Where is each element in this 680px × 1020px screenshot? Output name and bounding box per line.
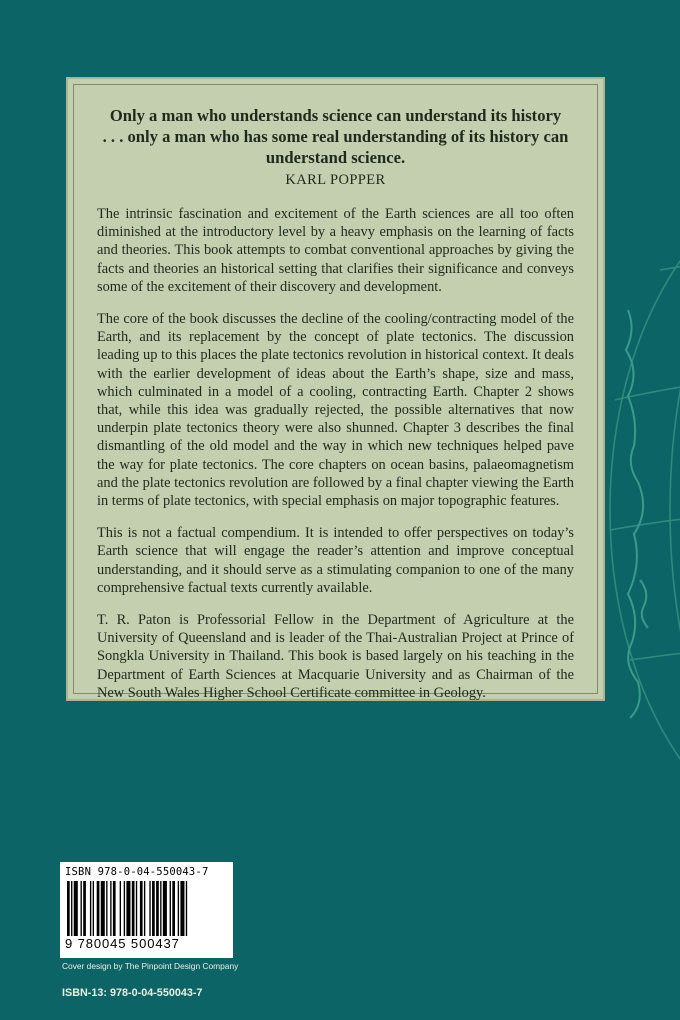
barcode-bar <box>101 881 105 936</box>
barcode-bar <box>93 881 94 936</box>
barcode-bar <box>90 881 91 936</box>
barcode-bar <box>180 881 184 936</box>
globe-illustration-icon <box>600 150 680 870</box>
isbn-13-label: ISBN-13: 978-0-04-550043-7 <box>62 987 203 999</box>
blurb-paragraph-core: The core of the book discusses the decline of the cooling/contracting model of the Earth, and its replacement by the concept of plate tectonics. The discussion leading up to this places the plate tectonics revolution in historical context. It deals with the earlier development of ideas about the Earth’s shape, size and mass, which culminated in a model of a cooling, contracting Earth. Chapter 2 shows that, while this idea was gradually rejected, the possible alternatives that now underpin plate tectonics theory were also shunned. Chapter 3 describes the final dismantling of the old model and the way in which new techniques helped pave the way for plate tectonics. The core chapters on ocean basins, palaeomagnetism and the plate tectonics revolution are followed by a final chapter viewing the Earth in terms of plate tectonics, with special emphasis on major topographic features. <box>97 311 574 510</box>
barcode-bar <box>74 881 78 936</box>
cover-design-credit: Cover design by The Pinpoint Design Company <box>62 961 239 971</box>
author-bio-paragraph: T. R. Paton is Professorial Fellow in the Department of Agriculture at the University of Queensland and is leader of the Thai-Australian Project at Prince of Songkla University in Thailand. This book is based largely on his teaching in the Department of Earth Sciences at Macquarie University and as Chairman of the New South Wales Higher School Certificate committee in Geology. <box>97 612 574 701</box>
barcode-bar <box>136 881 137 936</box>
barcode-bar <box>160 881 161 936</box>
barcode-bar <box>156 881 159 936</box>
quote-line: understand science. <box>265 148 406 167</box>
barcode-bar <box>178 881 179 936</box>
blurb-paragraph-intro: The intrinsic fascination and excitement of the Earth sciences are all too often diminished at the introductory level by a heavy emphasis on the learning of facts and theories. This book attempts to combat conventional approaches by giving the facts and theories an historical setting that clarifies their significance and conveys some of the excitement of their discovery and development. <box>97 206 574 295</box>
barcode-bar <box>126 881 130 936</box>
blurb-paragraph-purpose: This is not a factual compendium. It is intended to offer perspectives on today’s Earth science that will engage the reader’s attention and improve conceptual understanding, and it should serve as a stimulating companion to one of the many comprehensive factual texts currently available. <box>97 525 574 596</box>
barcode-bar <box>144 881 145 936</box>
barcode-bar <box>67 881 70 936</box>
barcode-bar <box>113 881 116 936</box>
barcode-bar <box>81 881 82 936</box>
barcode-bar <box>172 881 175 936</box>
barcode-bar <box>163 881 167 936</box>
barcode-bar <box>132 881 135 936</box>
popper-quote <box>97 105 574 168</box>
barcode-bar <box>140 881 143 936</box>
barcode-bar <box>106 881 107 936</box>
quote-line: Only a man who understands science can understand its history <box>109 106 562 125</box>
barcode-bar <box>120 881 121 936</box>
barcode-bar <box>186 881 187 936</box>
barcode-bar <box>170 881 171 936</box>
barcode-bar <box>152 881 155 936</box>
barcode-icon <box>65 881 228 936</box>
barcode-bar <box>83 881 86 936</box>
quote-author: KARL POPPER <box>285 172 386 188</box>
back-cover-panel <box>66 77 605 701</box>
barcode-bar <box>97 881 100 936</box>
barcode-bar <box>124 881 125 936</box>
barcode-bar <box>110 881 111 936</box>
barcode-digits: 9 780045 500437 <box>65 936 180 951</box>
barcode-box <box>60 862 233 958</box>
barcode-isbn-label: ISBN 978-0-04-550043-7 <box>65 866 209 878</box>
quote-line: . . . only a man who has some real understanding of its history can <box>102 127 569 146</box>
barcode-bar <box>71 881 72 936</box>
barcode-bar <box>149 881 150 936</box>
